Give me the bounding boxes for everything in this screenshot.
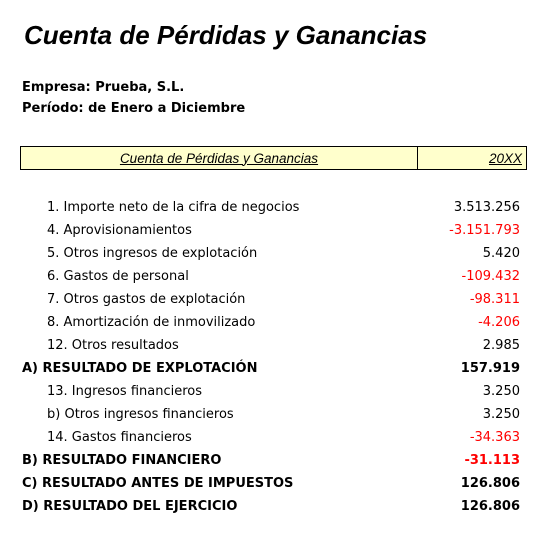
statement-row	[0, 292, 550, 315]
statement-row	[0, 338, 550, 361]
row-value: 126.806	[460, 476, 520, 491]
row-label: C) RESULTADO ANTES DE IMPUESTOS	[22, 476, 294, 491]
period-label: Período: de Enero a Diciembre	[22, 101, 246, 116]
row-value: 157.919	[460, 361, 520, 376]
row-label: b) Otros ingresos financieros	[47, 407, 234, 422]
statement-row	[0, 315, 550, 338]
header-label-cell: Cuenta de Pérdidas y Ganancias	[21, 147, 418, 169]
row-value: 126.806	[460, 499, 520, 514]
row-label: 6. Gastos de personal	[47, 269, 189, 284]
statement-row	[0, 246, 550, 269]
row-label: 14. Gastos financieros	[47, 430, 192, 445]
row-label: A) RESULTADO DE EXPLOTACIÓN	[22, 361, 258, 376]
statement-row	[0, 200, 550, 223]
row-label: 13. Ingresos financieros	[47, 384, 202, 399]
header-year-cell: 20XX	[418, 147, 526, 169]
statement-header	[20, 146, 527, 170]
total-row	[0, 499, 550, 522]
row-label: 12. Otros resultados	[47, 338, 179, 353]
statement-row	[0, 384, 550, 407]
row-label: 4. Aprovisionamientos	[47, 223, 192, 238]
row-label: 5. Otros ingresos de explotación	[47, 246, 258, 261]
row-value: -31.113	[464, 453, 520, 468]
row-label: B) RESULTADO FINANCIERO	[22, 453, 222, 468]
row-value: 3.513.256	[453, 200, 520, 215]
subtotal-row	[0, 476, 550, 499]
company-label: Empresa: Prueba, S.L.	[22, 80, 185, 95]
row-value: -3.151.793	[449, 223, 520, 238]
statement-row	[0, 430, 550, 453]
row-value: -109.432	[461, 269, 520, 284]
row-label: 1. Importe neto de la cifra de negocios	[47, 200, 300, 215]
row-value: 3.250	[482, 407, 520, 422]
row-value: 3.250	[482, 384, 520, 399]
row-label: 8. Amortización de inmovilizado	[47, 315, 256, 330]
page-title: Cuenta de Pérdidas y Ganancias	[24, 20, 428, 50]
statement-row	[0, 407, 550, 430]
row-label: 7. Otros gastos de explotación	[47, 292, 246, 307]
row-value: -4.206	[478, 315, 520, 330]
subtotal-row	[0, 453, 550, 476]
statement-row	[0, 223, 550, 246]
row-label: D) RESULTADO DEL EJERCICIO	[22, 499, 238, 514]
row-value: 2.985	[482, 338, 520, 353]
row-value: -34.363	[469, 430, 520, 445]
row-value: -98.311	[469, 292, 520, 307]
row-value: 5.420	[482, 246, 520, 261]
statement-row	[0, 269, 550, 292]
subtotal-row	[0, 361, 550, 384]
